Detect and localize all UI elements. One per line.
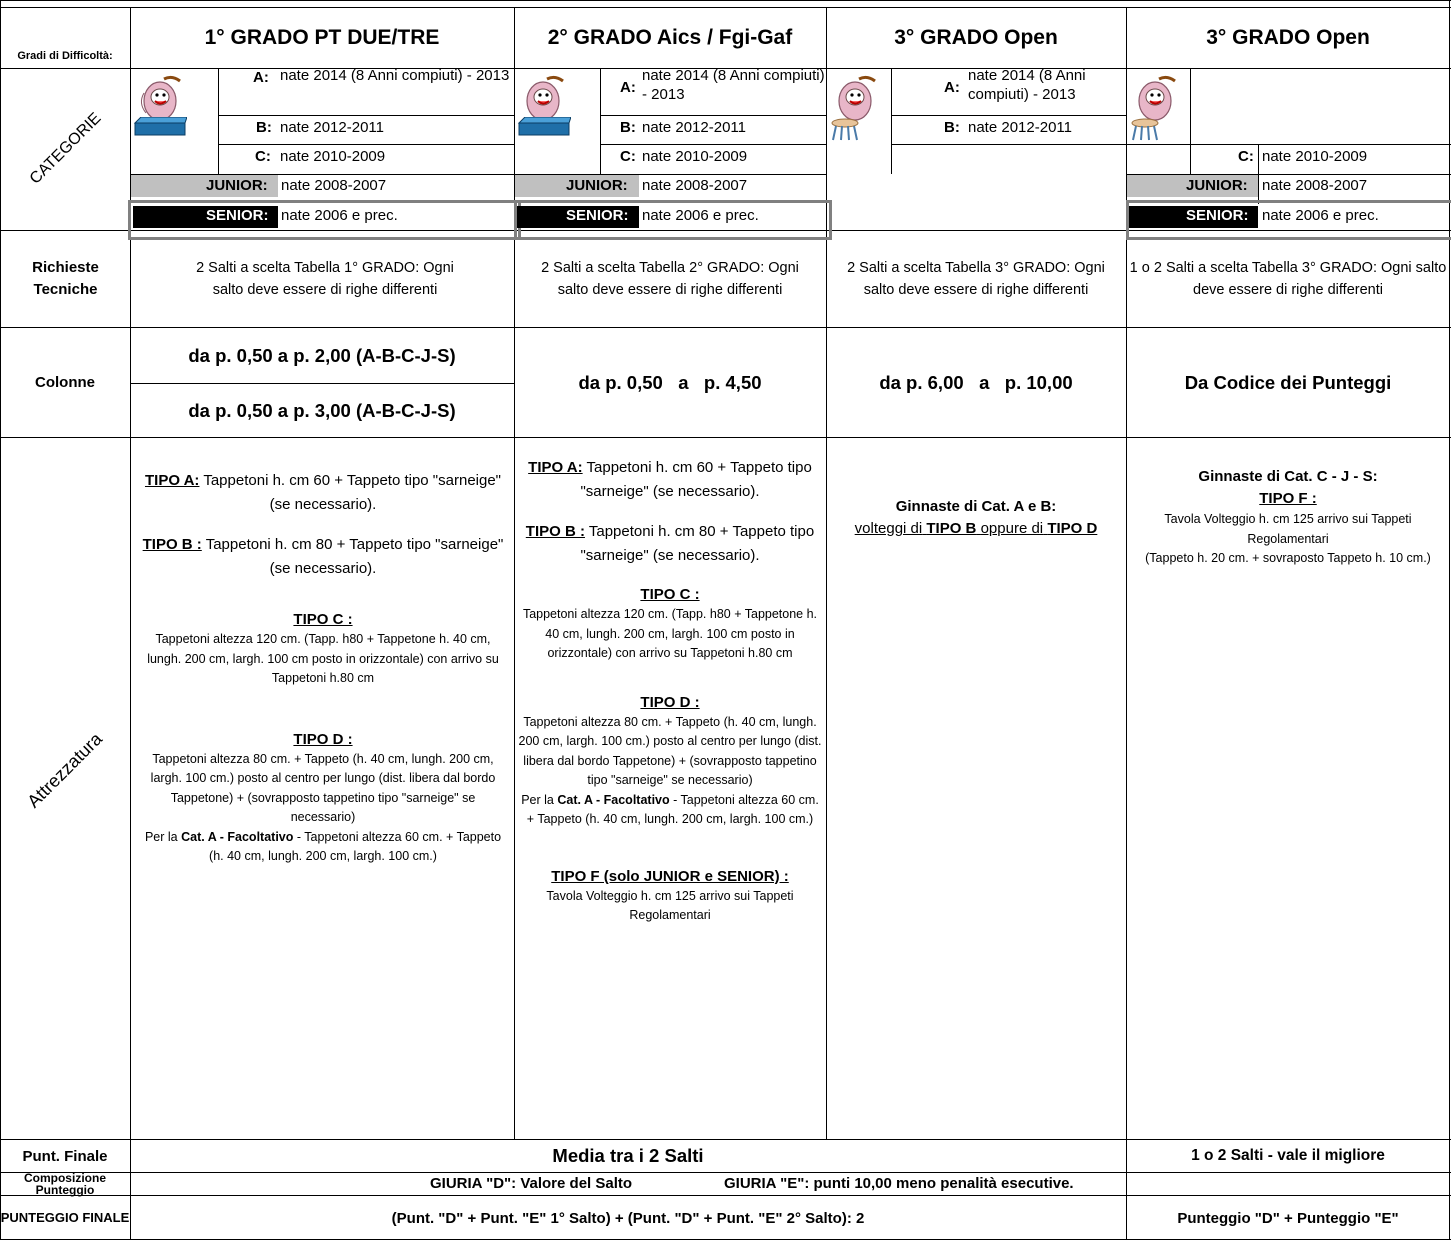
colonne-label: Colonne <box>35 374 95 391</box>
punt-finale-main: Media tra i 2 Salti <box>552 1145 704 1166</box>
senior-text-2: nate 2006 e prec. <box>642 207 759 224</box>
cat-b-text-2: nate 2012-2011 <box>642 119 746 136</box>
richieste-1: 2 Salti a scelta Tabella 1° GRADO: Ogni salto deve essere di righe differenti <box>196 260 454 298</box>
cat-b-text-1: nate 2012-2011 <box>280 119 384 136</box>
cat-a-label-1: A: <box>253 69 269 86</box>
junior-label-4: JUNIOR: <box>1186 177 1248 194</box>
composizione-label: Composizione Punteggio <box>23 1170 106 1197</box>
categorie-label: CATEGORIE <box>26 109 105 188</box>
junior-text-1: nate 2008-2007 <box>281 177 387 194</box>
cat-c-text-2: nate 2010-2009 <box>642 148 748 165</box>
richieste-4: 1 o 2 Salti a scelta Tabella 3° GRADO: Ogni salto deve essere di righe differenti <box>1129 260 1447 298</box>
gymnast-icon <box>1129 73 1183 123</box>
junior-text-2: nate 2008-2007 <box>642 177 748 194</box>
attrezzatura-2: TIPO A: Tappetoni h. cm 60 + Tappeto tipo "sarneige" (se necessario). TIPO B : Tappetoni h. cm 80 + Tappeto tipo "sarneige" (se necessario). TIPO C : Tappetoni altezza 120 cm. (Tapp. h80 + Tappetone h. 40 cm, lungh. 200 cm, largh. 100 cm posto in orizzontale) con arrivo su Tappetoni h.80 cm TIPO D : Tappetoni altezza 80 cm. + Tappeto (h. 40 cm, lungh. 200 cm, largh. 100 cm.) posto al centro per lungo (dist. libera dal bordo Tappetone) + (sovrapposto tappetino tipo "sarneige" se necessario) Per la Cat. A - Facoltativo - Tappetoni altezza 60 cm. + Tappeto (h. 40 cm, lungh. 200 cm, largh. 100 cm.) TIPO F (solo JUNIOR e SENIOR) : Tavola Volteggio h. cm 125 arrivo sui Tappeti Regolamentari <box>518 459 822 922</box>
mat-icon <box>131 117 187 137</box>
attrezzatura-4: Ginnaste di Cat. C - J - S: TIPO F : Tavola Volteggio h. cm 125 arrivo sui Tappeti Regolamentari (Tappeto h. 20 cm. + sovraposto Tappeto h. 10 cm.) <box>1145 468 1431 565</box>
vault-table-icon <box>830 118 860 142</box>
giuria-e: GIURIA "E": punti 10,00 meno penalità esecutive. <box>724 1175 1074 1192</box>
gymnast-icon <box>134 73 188 123</box>
attrezzatura-1: TIPO A: Tappetoni h. cm 60 + Tappeto tipo "sarneige" (se necessario). TIPO B : Tappetoni h. cm 80 + Tappeto tipo "sarneige" (se necessario). TIPO C : Tappetoni altezza 120 cm. (Tapp. h80 + Tappetone h. 40 cm, lungh. 200 cm, largh. 100 cm posto in orizzontale) con arrivo su Tappetoni h.80 cm TIPO D : Tappetoni altezza 80 cm. + Tappeto (h. 40 cm, lungh. 200 cm, largh. 100 cm.) posto al centro per lungo (dist. libera dal bordo Tappetone) + (sovrapposto tappetino tipo "sarneige" se necessario) Per la Cat. A - Facoltativo - Tappetoni altezza 60 cm. + Tappeto (h. 40 cm, lungh. 200 cm, largh. 100 cm.) <box>142 472 504 863</box>
punt-finale-label: Punt. Finale <box>22 1147 108 1165</box>
senior-text-1: nate 2006 e prec. <box>281 207 398 224</box>
colonne-3: da p. 6,00 a p. 10,00 <box>879 371 1073 393</box>
grade-3b-header: 3° GRADO Open <box>1206 25 1370 49</box>
gymnast-icon <box>517 73 571 123</box>
cat-c-label-1: C: <box>255 148 271 165</box>
cat-b-label-3: B: <box>944 119 960 136</box>
mat-icon <box>515 117 571 137</box>
grade-3-header: 3° GRADO Open <box>894 25 1058 49</box>
cat-c-label-2: C: <box>620 148 636 165</box>
junior-text-4: nate 2008-2007 <box>1262 177 1368 194</box>
punteggio-finale-main: (Punt. "D" + Punt. "E" 1° Salto) + (Punt. "D" + Punt. "E" 2° Salto): 2 <box>391 1209 865 1227</box>
frame-right <box>1449 0 1450 1240</box>
cat-b-label-1: B: <box>256 119 272 136</box>
attrezzatura-3: Ginnaste di Cat. A e B: volteggi di TIPO B oppure di TIPO D <box>854 498 1098 537</box>
colonne-4: Da Codice dei Punteggi <box>1184 371 1392 393</box>
punteggio-finale-4: Punteggio "D" + Punteggio "E" <box>1177 1209 1399 1227</box>
frame-left <box>0 0 1 1240</box>
senior-label-1: SENIOR: <box>206 207 269 224</box>
gradi-label: Gradi di Difficoltà: <box>17 50 113 62</box>
richieste-label: Richieste Tecniche <box>32 259 99 298</box>
colonne-2: da p. 0,50 a p. 4,50 <box>578 371 762 393</box>
colonne-1-top: da p. 0,50 a p. 2,00 (A-B-C-J-S) <box>188 344 456 366</box>
richieste-3: 2 Salti a scelta Tabella 3° GRADO: Ogni salto deve essere di righe differenti <box>847 260 1105 298</box>
giuria-d: GIURIA "D": Valore del Salto <box>430 1175 633 1192</box>
grade-1-header: 1° GRADO PT DUE/TRE <box>204 25 440 49</box>
cat-a-text-2: nate 2014 (8 Anni compiuti) - 2013 <box>642 67 825 103</box>
cat-b-label-2: B: <box>620 119 636 136</box>
senior-label-4: SENIOR: <box>1186 207 1249 224</box>
punteggio-finale-label: PUNTEGGIO FINALE <box>0 1210 130 1225</box>
senior-label-2: SENIOR: <box>566 207 629 224</box>
junior-label-2: JUNIOR: <box>566 177 628 194</box>
punt-finale-4: 1 o 2 Salti - vale il migliore <box>1191 1147 1385 1164</box>
gymnast-icon <box>829 73 883 123</box>
richieste-2: 2 Salti a scelta Tabella 2° GRADO: Ogni salto deve essere di righe differenti <box>541 260 799 298</box>
grade-2-header: 2° GRADO Aics / Fgi-Gaf <box>547 25 793 49</box>
cat-c-text-4: nate 2010-2009 <box>1262 148 1368 165</box>
cat-b-text-3: nate 2012-2011 <box>968 119 1072 136</box>
senior-text-4: nate 2006 e prec. <box>1262 207 1379 224</box>
cat-a-text-1: nate 2014 (8 Anni compiuti) - 2013 <box>280 67 510 84</box>
cat-a-text-3: nate 2014 (8 Anni compiuti) - 2013 <box>968 67 1086 103</box>
junior-label-1: JUNIOR: <box>206 177 268 194</box>
frame-top <box>0 0 1451 1</box>
vault-table-icon <box>1130 118 1160 142</box>
cat-a-label-3: A: <box>944 79 960 96</box>
cat-a-label-2: A: <box>620 79 636 96</box>
cat-c-text-1: nate 2010-2009 <box>280 148 386 165</box>
colonne-1-bottom: da p. 0,50 a p. 3,00 (A-B-C-J-S) <box>188 399 456 421</box>
cat-c-label-4: C: <box>1238 148 1254 165</box>
attrezzatura-label: Attrezzatura <box>23 728 107 812</box>
